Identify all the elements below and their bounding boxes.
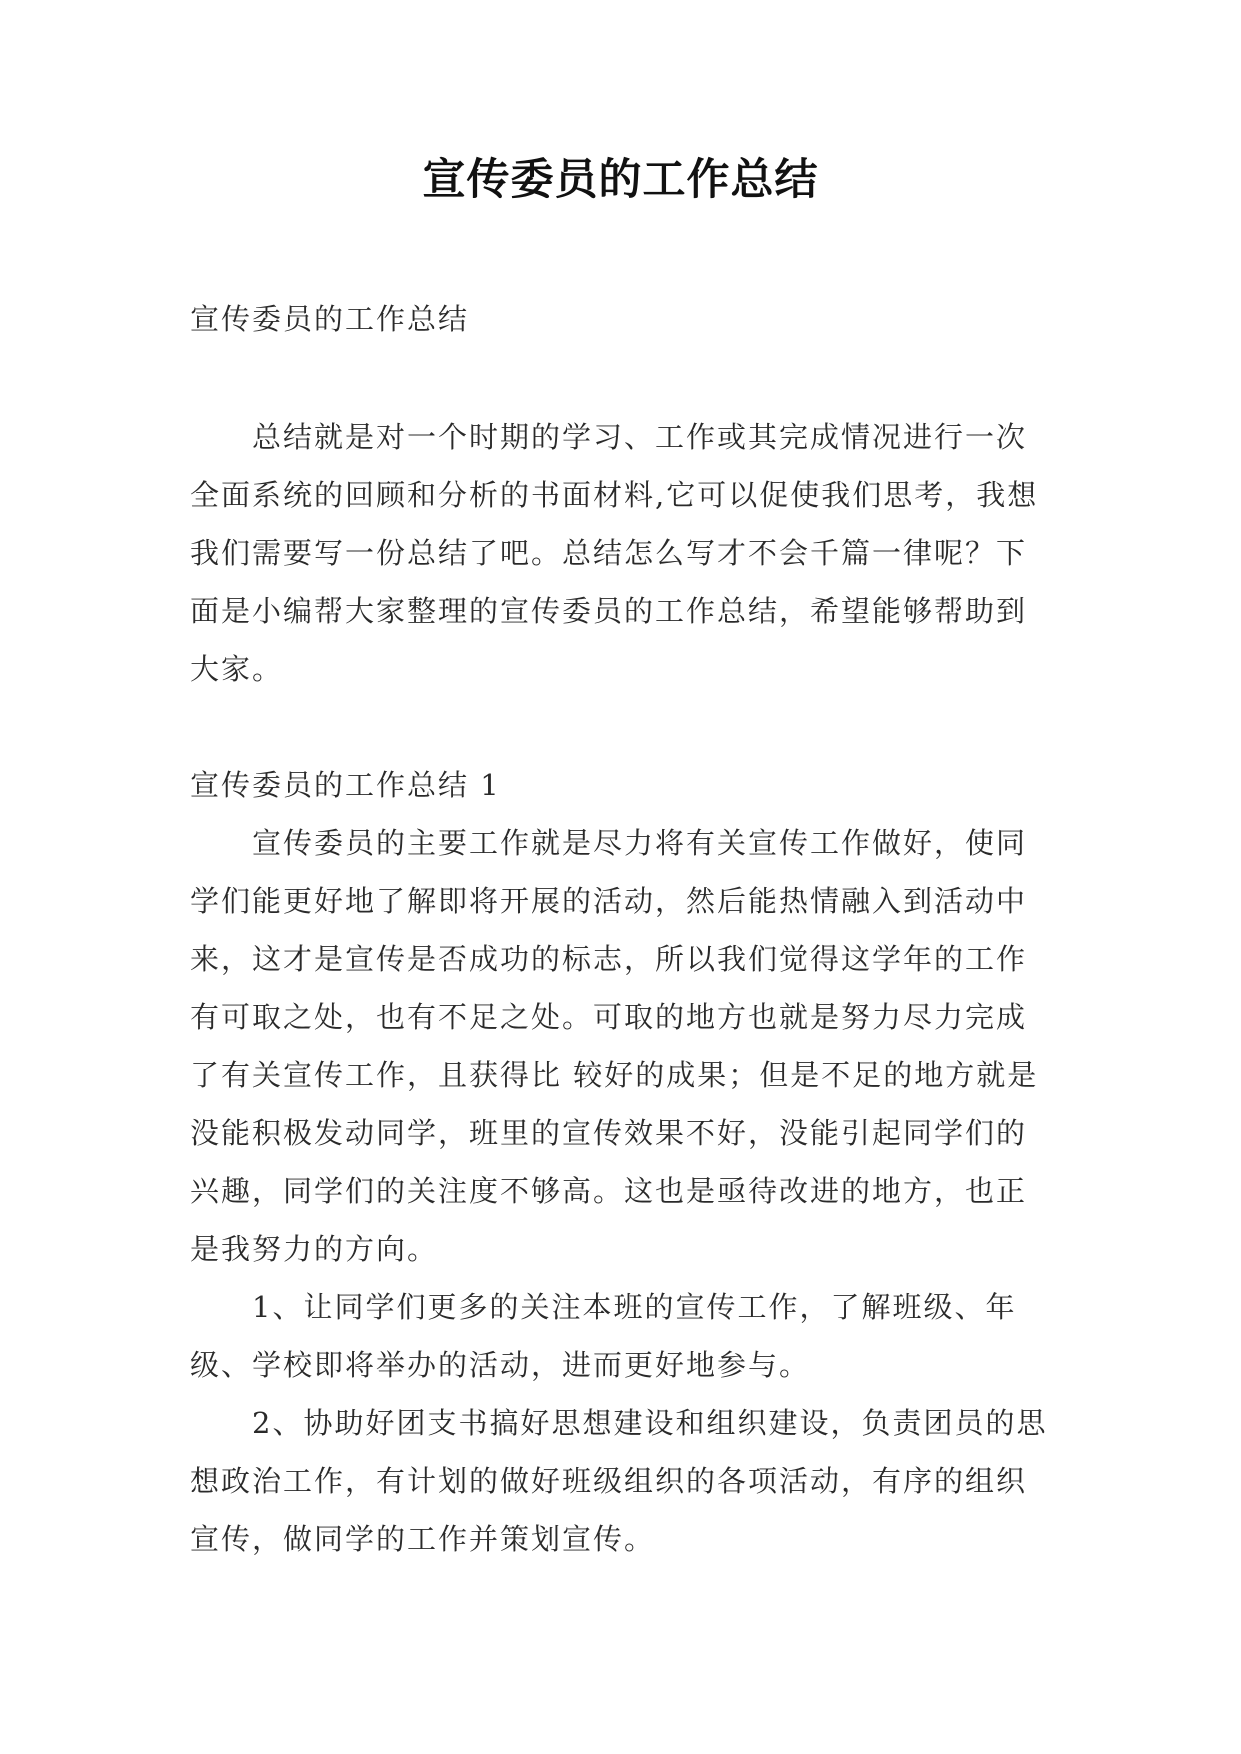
- spacer: [190, 348, 1052, 408]
- document-body: [190, 290, 1052, 1568]
- spacer: [190, 698, 1052, 756]
- section-paragraph-1: 宣传委员的主要工作就是尽力将有关宣传工作做好，使同学们能更好地了解即将开展的活动，然后能热情融入到活动中来，这才是宣传是否成功的标志，所以我们觉得这学年的工作有可取之处，也有不足之处。可取的地方也就是努力尽力完成了有关宣传工作，且获得比 较好的成果；但是不足的地方就是没能积极发动同学，班里的宣传效果不好，没能引起同学们的兴趣，同学们的关注度不够高。这也是亟待改进的地方，也正是我努力的方向。: [190, 826, 1039, 1266]
- section-heading: 宣传委员的工作总结 1: [190, 768, 501, 802]
- document-subtitle: 宣传委员的工作总结: [190, 302, 470, 336]
- intro-paragraph: 总结就是对一个时期的学习、工作或其完成情况进行一次全面系统的回顾和分析的书面材料,它可以促使我们思考，我想我们需要写一份总结了吧。总结怎么写才不会千篇一律呢？下面是小编帮大家整理的宣传委员的工作总结，希望能够帮助到大家。: [190, 420, 1039, 686]
- section-paragraph-3: 2、协助好团支书搞好思想建设和组织建设，负责团员的思想政治工作，有计划的做好班级组织的各项活动，有序的组织宣传，做同学的工作并策划宣传。: [190, 1406, 1048, 1556]
- document-title: 宣传委员的工作总结: [422, 155, 819, 205]
- section-paragraph-2: 1、让同学们更多的关注本班的宣传工作，了解班级、年级、学校即将举办的活动，进而更好地参与。: [190, 1290, 1017, 1382]
